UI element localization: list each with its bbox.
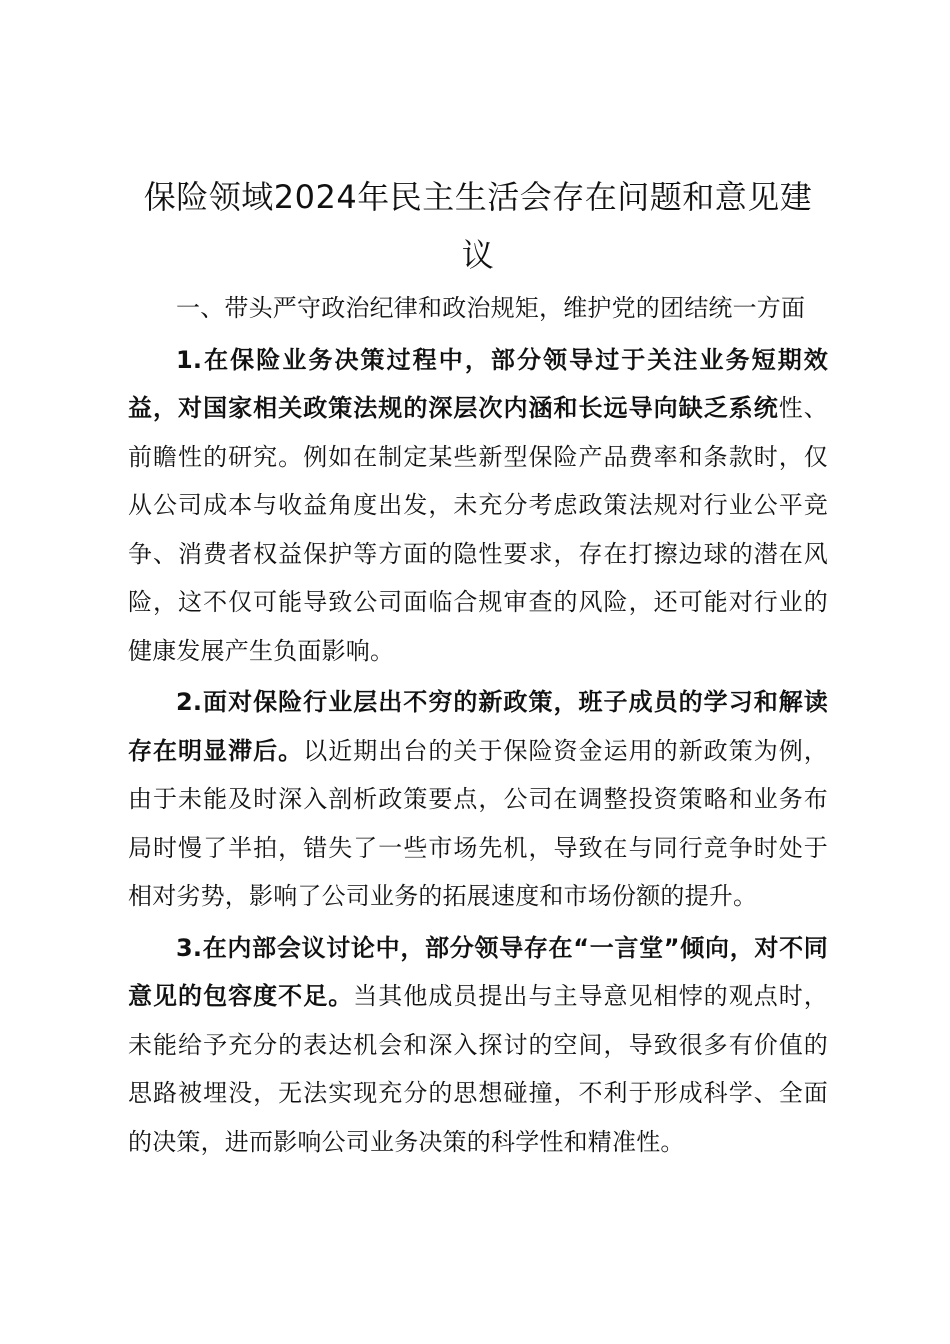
issue-item-1-body: 性、前瞻性的研究。例如在制定某些新型保险产品费率和条款时，仅从公司成本与收益角度出发，未充分考虑政策法规对行业公平竞争、消费者权益保护等方面的隐性要求，存在打擦边球的潜在风险，这不仅可能导致公司面临合规审查的风险，还可能对行业的健康发展产生负面影响。 [128,394,828,665]
issue-item-3 [128,924,828,1167]
issue-item-3-lead: 3.在内部会议讨论中，部分领导存在“一言堂”倾向，对不同意见的包容度不足。 [128,933,828,1010]
section-heading: 一、带头严守政治纪律和政治规矩，维护党的团结统一方面 [176,294,806,322]
issue-item-2 [128,678,828,921]
issue-item-3-body: 当其他成员提出与主导意见相悖的观点时，未能给予充分的表达机会和深入探讨的空间，导致很多有价值的思路被埋没，无法实现充分的思想碰撞，不利于形成科学、全面的决策，进而影响公司业务决策的科学性和精准性。 [128,982,828,1156]
issue-item-1 [128,336,828,676]
issue-item-2-lead: 2.面对保险行业层出不穷的新政策，班子成员的学习和解读存在明显滞后。 [128,688,828,765]
issue-item-2-body: 以近期出台的关于保险资金运用的新政策为例，由于未能及时深入剖析政策要点，公司在调整投资策略和业务布局时慢了半拍，错失了一些市场先机，导致在与同行竞争时处于相对劣势，影响了公司业务的拓展速度和市场份额的提升。 [128,736,829,910]
document-title: 保险领域2024年民主生活会存在问题和意见建议 [143,178,813,274]
document-content [128,168,828,1166]
issue-item-1-lead: 1.在保险业务决策过程中，部分领导过于关注业务短期效益，对国家相关政策法规的深层次内涵和长远导向缺乏系统 [128,345,828,422]
